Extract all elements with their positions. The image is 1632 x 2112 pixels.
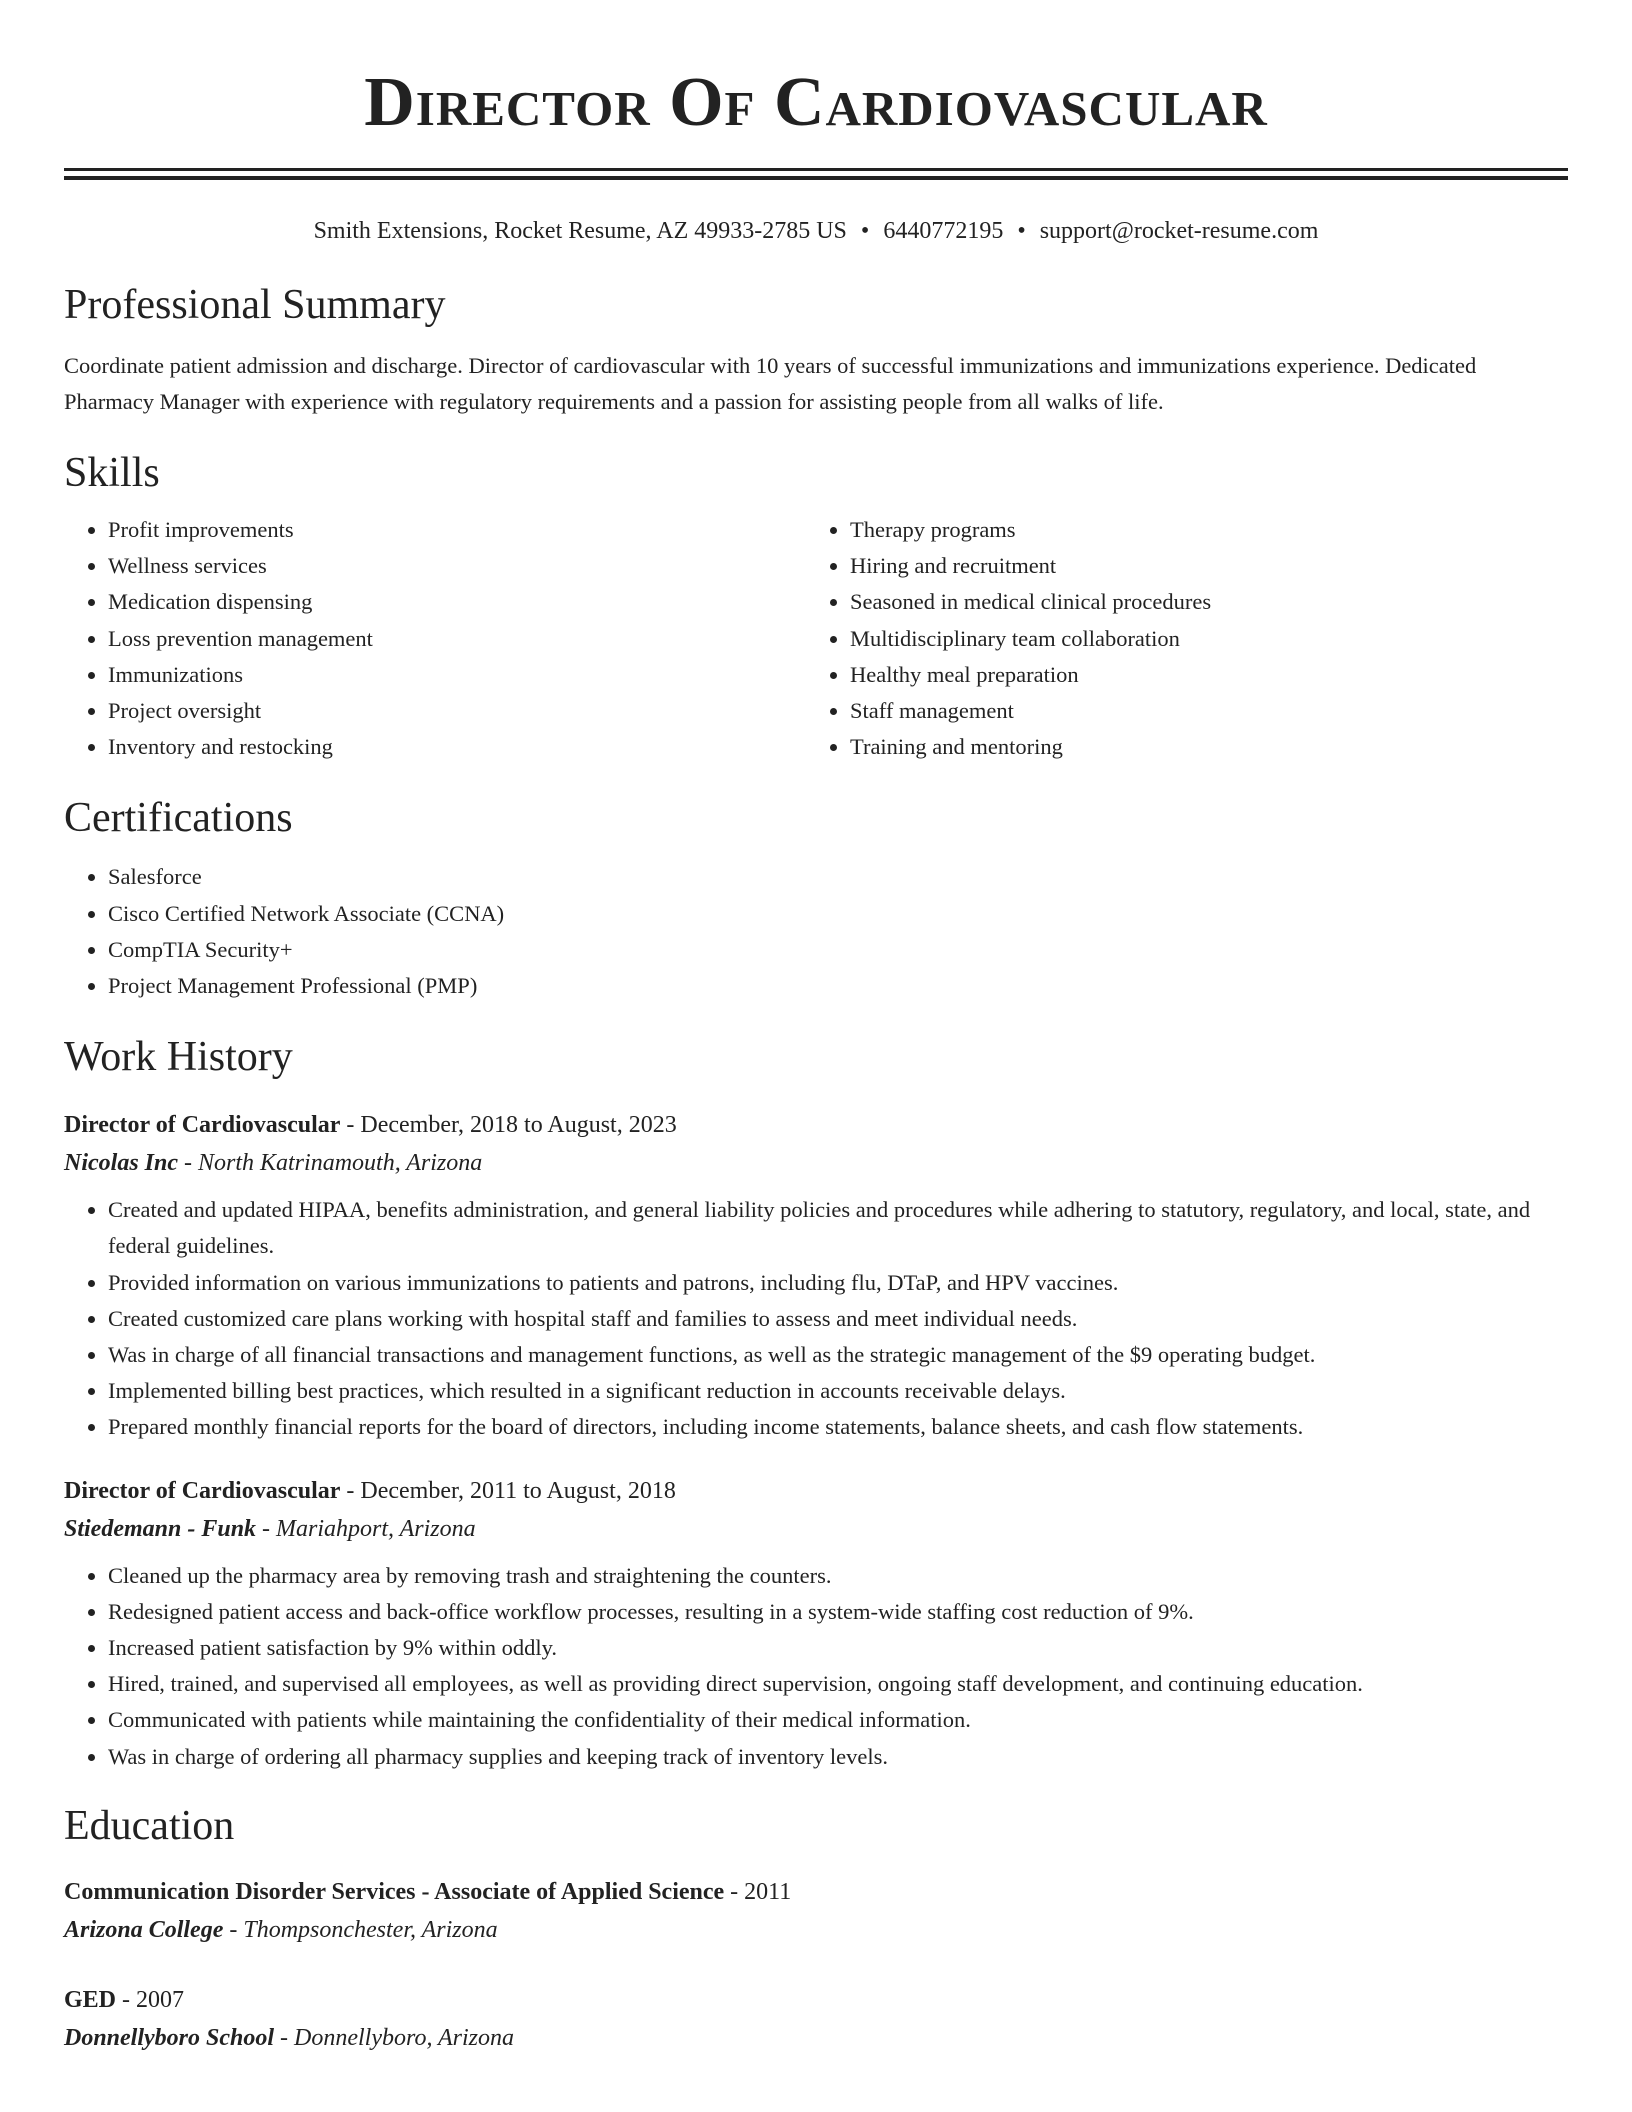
job-company: Nicolas Inc [64,1150,178,1177]
education-header [64,1873,1568,1911]
job-duty-item: • Prepared monthly financial reports for the board of directors, including income statements, balance sheets, and cash flow statements. [108,1409,1568,1445]
summary-text: Coordinate patient admission and discharge. Director of cardiovascular with 10 years of successful immunizations and immunizations experience. Dedicated Pharmacy Manager with experience with regulatory requirements and a passion for assisting people from all walks of life. [64,353,1477,414]
summary-heading: Professional Summary [64,282,446,328]
skill-item: • Therapy programs [850,512,1548,548]
job-duty-item: • Created customized care plans working with hospital staff and families to assess and meet individual needs. [108,1301,1568,1337]
job-title: Director of Cardiovascular [64,1477,341,1504]
education-school: Arizona College [64,1916,224,1943]
skill-item: • Wellness services [108,548,806,584]
job-duty-item: • Created and updated HIPAA, benefits administration, and general liability policies and procedures while adhering to statutory, regulatory, and local, state, and federal guidelines. [108,1192,1568,1264]
skills-list-left [64,512,806,765]
job-duties-list [64,1558,1568,1775]
job-title: Director of Cardiovascular [64,1112,341,1139]
job-company: Stiedemann - Funk [64,1515,257,1542]
job-dates: - December, 2011 to August, 2018 [340,1477,676,1504]
certifications-heading: Certifications [64,795,293,842]
skills-grid [64,512,1568,765]
job-location: - Mariahport, Arizona [256,1515,476,1542]
job-duty-item: • Was in charge of ordering all pharmacy supplies and keeping track of inventory levels. [108,1739,1568,1775]
job-location: - North Katrinamouth, Arizona [178,1150,483,1177]
skills-column-right [806,512,1548,765]
education-location: - Donnellyboro, Arizona [274,2024,515,2051]
job-duty-item: • Increased patient satisfaction by 9% within oddly. [108,1630,1568,1666]
education-school-line [64,2019,1568,2057]
contact-address: Smith Extensions, Rocket Resume, AZ 49933-2785 US [313,218,847,244]
resume-title: Director Of Cardiovascular [364,64,1268,141]
skill-item: • Immunizations [108,657,806,693]
certification-item: • Cisco Certified Network Associate (CCNA) [108,896,1568,932]
education-degree: Communication Disorder Services - Associate of Applied Science [64,1878,725,1905]
education-school: Donnellyboro School [64,2024,275,2051]
job-employer [64,1144,1568,1182]
skill-item: • Healthy meal preparation [850,657,1548,693]
job-header [64,1472,1568,1510]
title-divider [64,168,1568,180]
education-school-line [64,1911,1568,1949]
contact-separator: • [1017,218,1026,244]
skills-column-left [64,512,806,765]
job-duty-item: • Implemented billing best practices, which resulted in a significant reduction in accounts receivable delays. [108,1373,1568,1409]
education-year: - 2007 [116,1986,185,2013]
job-entry [64,1106,1568,1445]
job-header [64,1106,1568,1144]
education-entry [64,1873,1568,1949]
contact-phone: 6440772195 [883,218,1004,244]
skill-item: • Multidisciplinary team collaboration [850,621,1548,657]
skill-item: • Profit improvements [108,512,806,548]
job-entry [64,1472,1568,1775]
skill-item: • Project oversight [108,693,806,729]
job-dates: - December, 2018 to August, 2023 [340,1112,677,1139]
education-heading: Education [64,1802,235,1849]
education-header [64,1981,1568,2019]
certification-item: • CompTIA Security+ [108,932,1568,968]
job-duty-item: • Redesigned patient access and back-office workflow processes, resulting in a system-wide staffing cost reduction of 9%. [108,1594,1568,1630]
job-employer [64,1510,1568,1548]
job-duty-item: • Hired, trained, and supervised all employees, as well as providing direct supervision, ongoing staff development, and continuing education. [108,1666,1568,1702]
education-entry [64,1981,1568,2057]
education-location: - Thompsonchester, Arizona [223,1916,498,1943]
skill-item: • Staff management [850,693,1548,729]
skill-item: • Loss prevention management [108,621,806,657]
skills-heading: Skills [64,450,160,496]
certifications-list [64,859,1568,1004]
contact-email: support@rocket-resume.com [1039,218,1319,244]
job-duty-item: • Cleaned up the pharmacy area by removing trash and straightening the counters. [108,1558,1568,1594]
job-duty-item: • Communicated with patients while maintaining the confidentiality of their medical information. [108,1702,1568,1738]
job-duty-item: • Was in charge of all financial transactions and management functions, as well as the strategic management of the $9 operating budget. [108,1337,1568,1373]
contact-line [64,216,1568,246]
skill-item: • Seasoned in medical clinical procedures [850,584,1548,620]
contact-separator: • [860,218,870,244]
skill-item: • Training and mentoring [850,729,1548,765]
certification-item: • Project Management Professional (PMP) [108,968,1568,1004]
education-year: - 2011 [724,1878,792,1905]
job-duties-list [64,1192,1568,1445]
skill-item: • Inventory and restocking [108,729,806,765]
job-duty-item: • Provided information on various immunizations to patients and patrons, including flu, DTaP, and HPV vaccines. [108,1265,1568,1301]
skills-list-right [806,512,1548,765]
work-history-heading: Work History [64,1034,293,1081]
education-degree: GED [64,1986,117,2013]
skill-item: • Hiring and recruitment [850,548,1548,584]
skill-item: • Medication dispensing [108,584,806,620]
certification-item: • Salesforce [108,859,1568,895]
